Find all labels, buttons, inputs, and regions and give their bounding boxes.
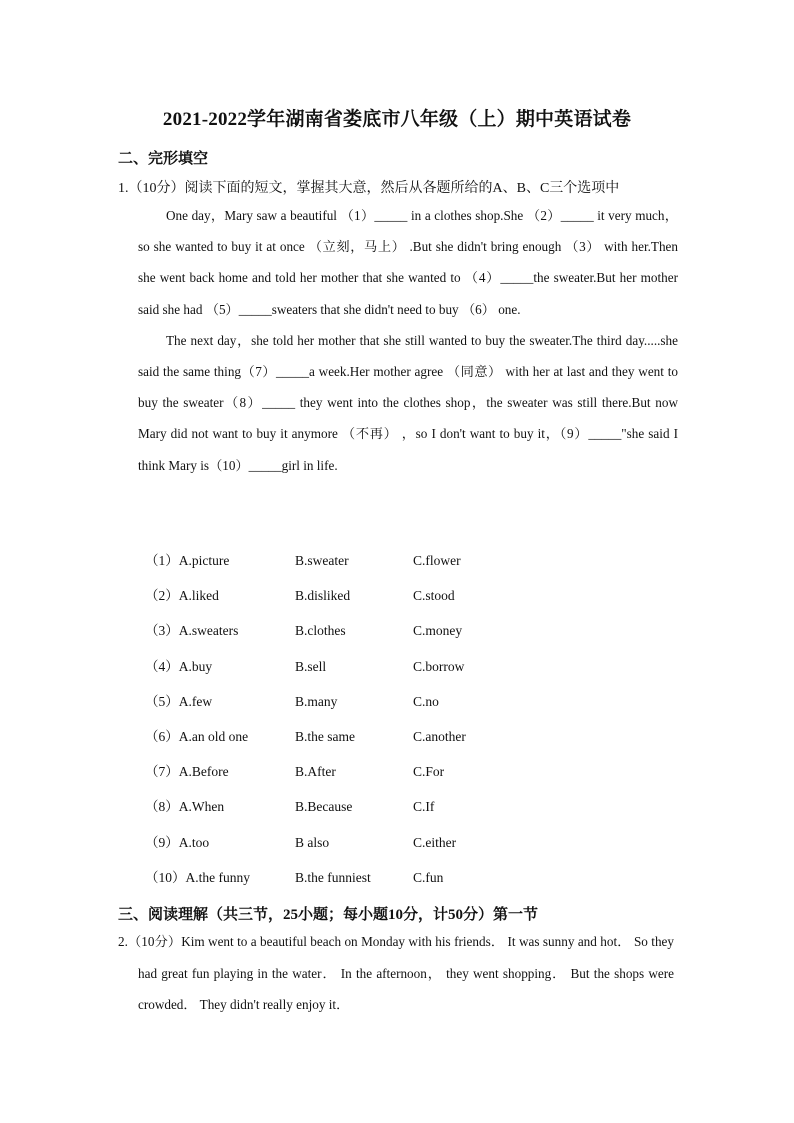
option-c: C.borrow <box>413 658 465 674</box>
option-a: （9）A.too <box>145 834 210 850</box>
question-1-instruction: 1.（10分）阅读下面的短文，掌握其大意，然后从各题所给的A、B、C三个选项中 <box>118 181 620 196</box>
cloze-passage <box>138 200 678 481</box>
option-row-3 <box>145 616 665 651</box>
option-row-6 <box>145 722 665 757</box>
option-a: （6）A.an old one <box>145 728 249 744</box>
option-a: （5）A.few <box>145 693 213 709</box>
option-c: C.money <box>413 623 463 639</box>
option-c: C.fun <box>413 869 444 885</box>
option-b: B.After <box>295 764 336 780</box>
option-b: B.clothes <box>295 623 346 639</box>
option-row-1 <box>145 546 665 581</box>
option-a: （10）A.the funny <box>145 869 250 885</box>
question-2-text: Kim went to a beautiful beach on Monday with his friends． It was sunny and hot． So they had great fun playing in the water． In the afternoon， they went shopping． But the shops were crowded． They didn't really enjoy it． <box>138 934 674 1012</box>
option-b: B.the same <box>295 728 355 744</box>
cloze-options-list <box>145 546 665 898</box>
option-b: B.Because <box>295 799 353 815</box>
option-b: B.sell <box>295 658 327 674</box>
option-b: B.many <box>295 693 338 709</box>
option-b: B.disliked <box>295 588 351 604</box>
cloze-paragraph-2: The next day，she told her mother that she still wanted to buy the sweater.The third day.....she said the same thing（7）_____a week.Her mother agree （同意） with her at last and they went to buy the sweater（8）_____ they went into the clothes shop，the sweater was still there.But now Mary did not want to buy it anymore （不再） ，so I don't want to buy it，（9）_____"she said I think Mary is（10）_____girl in life. <box>138 332 678 473</box>
option-row-4 <box>145 652 665 687</box>
option-c: C.no <box>413 693 439 709</box>
option-row-2 <box>145 581 665 616</box>
option-a: （3）A.sweaters <box>145 623 239 639</box>
option-a: （1）A.picture <box>145 553 230 568</box>
option-c: C.another <box>413 728 466 744</box>
section-heading-reading: 三、阅读理解（共三节，25小题；每小题10分，计50分）第一节 <box>118 907 539 923</box>
option-row-9 <box>145 828 665 863</box>
option-c: C.If <box>413 799 435 815</box>
option-c: C.stood <box>413 588 455 604</box>
option-a: （8）A.When <box>145 799 225 815</box>
option-row-10 <box>145 863 665 898</box>
option-c: C.For <box>413 764 445 780</box>
option-row-8 <box>145 792 665 827</box>
option-a: （2）A.liked <box>145 588 219 604</box>
option-b: B.sweater <box>295 553 349 568</box>
cloze-paragraph-1: One day，Mary saw a beautiful （1）_____ in a clothes shop.She （2）_____ it very much，so she wanted to buy it at once （立刻，马上） .But she didn't bring enough （3） with her.Then she went back home and told her mother that she wanted to （4）_____the sweater.But her mother said she had （5）_____sweaters that she didn't need to buy （6） one. <box>138 208 678 317</box>
option-c: C.flower <box>413 553 461 568</box>
question-2-number: 2.（10分） <box>118 934 182 949</box>
option-a: （7）A.Before <box>145 764 229 780</box>
section-heading-cloze: 二、完形填空 <box>118 151 209 167</box>
option-b: B also <box>295 834 330 850</box>
option-b: B.the funniest <box>295 869 371 885</box>
option-a: （4）A.buy <box>145 658 213 674</box>
page-title: 2021-2022学年湖南省娄底市八年级（上）期中英语试卷 <box>162 109 632 130</box>
option-c: C.either <box>413 834 457 850</box>
question-2-passage <box>118 926 674 1021</box>
option-row-5 <box>145 687 665 722</box>
option-row-7 <box>145 757 665 792</box>
